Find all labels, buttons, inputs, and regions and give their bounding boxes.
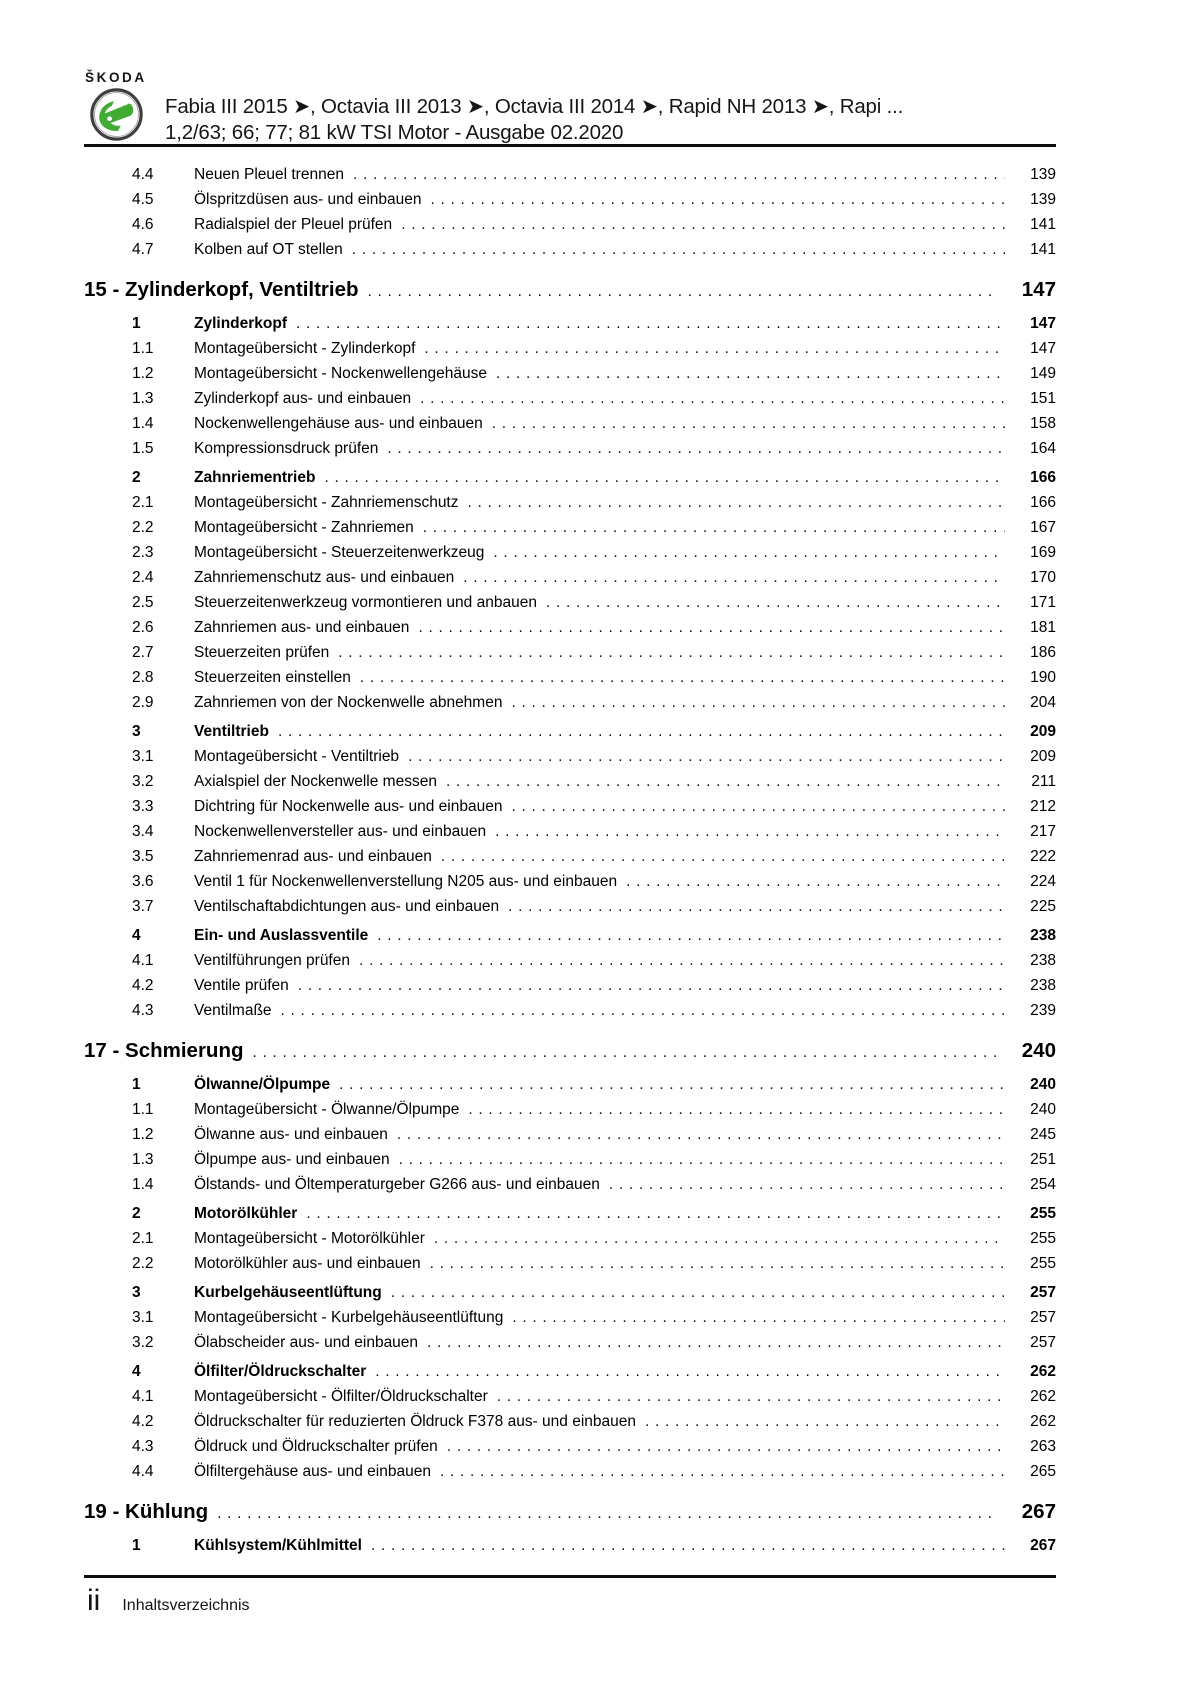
toc-entry-title: 17 - Schmierung xyxy=(84,1039,244,1062)
toc-entry xyxy=(84,386,1056,411)
toc-entry-page: 263 xyxy=(1030,1438,1056,1455)
toc-entry-number: 3.1 xyxy=(132,1309,154,1326)
toc-entry-page: 169 xyxy=(1030,544,1056,561)
toc-entry-number: 1 xyxy=(132,315,141,332)
toc-entry-page: 255 xyxy=(1030,1230,1056,1247)
toc-entry-title: Montageübersicht - Zahnriemen xyxy=(194,519,414,536)
toc-entry-page: 166 xyxy=(1030,494,1056,511)
toc-entry-title: Ölpumpe aus- und einbauen xyxy=(194,1151,390,1168)
toc-dot-leader xyxy=(352,237,1005,262)
toc-dot-leader xyxy=(463,565,1005,590)
toc-entry-title: Steuerzeiten einstellen xyxy=(194,669,351,686)
toc-entry xyxy=(84,640,1056,665)
toc-entry xyxy=(84,1434,1056,1459)
toc-dot-leader xyxy=(430,1251,1005,1276)
toc-entry-number: 4.1 xyxy=(132,952,154,969)
toc-entry-page: 257 xyxy=(1030,1284,1056,1301)
toc-entry xyxy=(84,490,1056,515)
toc-entry-number: 1 xyxy=(132,1076,141,1093)
toc-entry-page: 181 xyxy=(1030,619,1056,636)
toc-entry-number: 1.3 xyxy=(132,1151,154,1168)
toc-entry-title: Zahnriemenrad aus- und einbauen xyxy=(194,848,432,865)
toc-entry-number: 3.7 xyxy=(132,898,154,915)
toc-entry-page: 212 xyxy=(1030,798,1056,815)
toc-entry-page: 139 xyxy=(1030,166,1056,183)
toc-entry-number: 1.2 xyxy=(132,1126,154,1143)
toc-entry xyxy=(84,894,1056,919)
footer-section-label: Inhaltsverzeichnis xyxy=(122,1597,250,1614)
toc-entry-page: 240 xyxy=(1021,1039,1056,1062)
toc-entry-page: 239 xyxy=(1030,1002,1056,1019)
toc-entry-title: Montageübersicht - Motorölkühler xyxy=(194,1230,425,1247)
toc-entry xyxy=(84,187,1056,212)
toc-dot-leader xyxy=(447,1434,1005,1459)
toc-entry-number: 2.4 xyxy=(132,569,154,586)
toc-dot-leader xyxy=(440,1459,1005,1484)
toc-entry-page: 171 xyxy=(1030,594,1056,611)
toc-entry-number: 3.2 xyxy=(132,1334,154,1351)
toc-entry-title: Zahnriemenschutz aus- und einbauen xyxy=(194,569,455,586)
toc-dot-leader xyxy=(253,1037,1000,1068)
toc-entry-title: Radialspiel der Pleuel prüfen xyxy=(194,216,393,233)
toc-entry-page: 147 xyxy=(1021,278,1056,301)
toc-entry xyxy=(84,465,1056,490)
toc-entry-number: 4 xyxy=(132,1363,141,1380)
toc-dot-leader xyxy=(387,436,1005,461)
toc-entry xyxy=(84,311,1056,336)
toc-dot-leader xyxy=(511,794,1005,819)
toc-entry xyxy=(84,540,1056,565)
toc-dot-leader xyxy=(399,1147,1005,1172)
toc-entry-title: Montageübersicht - Ventiltrieb xyxy=(194,748,400,765)
toc-entry xyxy=(84,1201,1056,1226)
toc-entry-page: 251 xyxy=(1030,1151,1056,1168)
toc-entry-page: 262 xyxy=(1030,1413,1056,1430)
toc-dot-leader xyxy=(645,1409,1005,1434)
toc-entry-title: Zahnriementrieb xyxy=(194,469,316,486)
toc-dot-leader xyxy=(418,615,1005,640)
toc-entry-number: 1.4 xyxy=(132,415,154,432)
footer-divider xyxy=(84,1575,1056,1578)
toc-entry-title: Neuen Pleuel trennen xyxy=(194,166,344,183)
toc-entry-number: 2 xyxy=(132,1205,141,1222)
toc-dot-leader xyxy=(511,690,1005,715)
toc-entry xyxy=(84,1409,1056,1434)
toc-entry-page: 255 xyxy=(1030,1255,1056,1272)
toc-entry-page: 166 xyxy=(1030,469,1056,486)
toc-entry-title: Montageübersicht - Kurbelgehäuseentlüftung xyxy=(194,1309,504,1326)
toc-entry xyxy=(84,1097,1056,1122)
toc-entry-number: 1.1 xyxy=(132,340,154,357)
toc-dot-leader xyxy=(609,1172,1005,1197)
toc-entry-number: 4.7 xyxy=(132,241,154,258)
toc-dot-leader xyxy=(401,212,1005,237)
toc-entry-title: Ölfiltergehäuse aus- und einbauen xyxy=(194,1463,431,1480)
toc-entry-title: Montageübersicht - Steuerzeitenwerkzeug xyxy=(194,544,485,561)
toc-entry-page: 158 xyxy=(1030,415,1056,432)
toc-entry-title: Axialspiel der Nockenwelle messen xyxy=(194,773,437,790)
toc-dot-leader xyxy=(424,336,1005,361)
toc-entry-title: Ventiltrieb xyxy=(194,723,269,740)
page-number-roman: ii xyxy=(87,1584,101,1617)
toc-entry-title: Zahnriemen aus- und einbauen xyxy=(194,619,410,636)
toc-entry-page: 240 xyxy=(1030,1076,1056,1093)
toc-entry-number: 4.2 xyxy=(132,1413,154,1430)
toc-entry-number: 3 xyxy=(132,723,141,740)
toc-entry-page: 262 xyxy=(1030,1363,1056,1380)
table-of-contents xyxy=(84,162,1056,1558)
toc-entry-title: Nockenwellengehäuse aus- und einbauen xyxy=(194,415,483,432)
toc-entry-number: 1.5 xyxy=(132,440,154,457)
toc-entry-title: Montageübersicht - Ölwanne/Ölpumpe xyxy=(194,1101,460,1118)
toc-entry-number: 3.5 xyxy=(132,848,154,865)
toc-entry-number: 4.2 xyxy=(132,977,154,994)
toc-entry-number: 3.4 xyxy=(132,823,154,840)
toc-entry-page: 190 xyxy=(1030,669,1056,686)
toc-entry-number: 4.1 xyxy=(132,1388,154,1405)
toc-entry xyxy=(84,869,1056,894)
toc-entry-title: Ölwanne/Ölpumpe xyxy=(194,1076,331,1093)
toc-entry xyxy=(84,1330,1056,1355)
toc-dot-leader xyxy=(427,1330,1005,1355)
toc-entry xyxy=(84,411,1056,436)
toc-entry-page: 267 xyxy=(1030,1537,1056,1554)
toc-entry-title: Montageübersicht - Zahnriemenschutz xyxy=(194,494,459,511)
toc-entry xyxy=(84,1251,1056,1276)
toc-entry-title: Motorölkühler aus- und einbauen xyxy=(194,1255,421,1272)
skoda-logo-icon xyxy=(90,88,143,141)
toc-dot-leader xyxy=(408,744,1005,769)
page-footer xyxy=(87,1584,250,1618)
toc-entry-title: Ein- und Auslassventile xyxy=(194,927,369,944)
toc-entry xyxy=(84,212,1056,237)
toc-entry-number: 3.6 xyxy=(132,873,154,890)
toc-dot-leader xyxy=(278,719,1005,744)
toc-dot-leader xyxy=(324,465,1005,490)
toc-entry-page: 167 xyxy=(1030,519,1056,536)
toc-dot-leader xyxy=(430,187,1005,212)
toc-entry-number: 3.2 xyxy=(132,773,154,790)
toc-entry-title: Ventil 1 für Nockenwellenverstellung N205 aus- und einbauen xyxy=(194,873,618,890)
toc-entry-page: 170 xyxy=(1030,569,1056,586)
toc-entry-number: 3.1 xyxy=(132,748,154,765)
toc-dot-leader xyxy=(423,515,1005,540)
toc-entry-page: 238 xyxy=(1030,927,1056,944)
toc-entry-number: 2.6 xyxy=(132,619,154,636)
toc-entry-title: Motorölkühler xyxy=(194,1205,298,1222)
toc-entry-page: 209 xyxy=(1030,748,1056,765)
toc-entry-title: Ölwanne aus- und einbauen xyxy=(194,1126,388,1143)
toc-entry-title: Nockenwellenversteller aus- und einbauen xyxy=(194,823,487,840)
toc-entry-number: 4 xyxy=(132,927,141,944)
toc-entry xyxy=(84,162,1056,187)
toc-entry xyxy=(84,1172,1056,1197)
toc-dot-leader xyxy=(298,973,1005,998)
toc-entry xyxy=(84,361,1056,386)
toc-entry-page: 186 xyxy=(1030,644,1056,661)
toc-entry xyxy=(84,1459,1056,1484)
toc-entry-title: 15 - Zylinderkopf, Ventiltrieb xyxy=(84,278,359,301)
toc-entry-number: 1.1 xyxy=(132,1101,154,1118)
header-models-line: Fabia III 2015 ➤, Octavia III 2013 ➤, Octavia III 2014 ➤, Rapid NH 2013 ➤, Rapi ... xyxy=(165,95,904,118)
toc-dot-leader xyxy=(446,769,1005,794)
toc-entry xyxy=(84,923,1056,948)
toc-entry xyxy=(84,336,1056,361)
toc-entry-title: Zylinderkopf xyxy=(194,315,288,332)
toc-dot-leader xyxy=(441,844,1005,869)
toc-entry-number: 4.4 xyxy=(132,166,154,183)
toc-entry xyxy=(84,1122,1056,1147)
toc-dot-leader xyxy=(512,1305,1005,1330)
toc-entry-number: 1.4 xyxy=(132,1176,154,1193)
toc-entry-title: Kolben auf OT stellen xyxy=(194,241,343,258)
toc-entry xyxy=(84,1226,1056,1251)
toc-entry-title: Steuerzeiten prüfen xyxy=(194,644,330,661)
toc-entry-title: Ventilschaftabdichtungen aus- und einbauen xyxy=(194,898,500,915)
toc-entry xyxy=(84,690,1056,715)
toc-entry-title: 19 - Kühlung xyxy=(84,1500,209,1523)
toc-entry-number: 4.3 xyxy=(132,1002,154,1019)
toc-dot-leader xyxy=(496,361,1005,386)
toc-dot-leader xyxy=(281,998,1005,1023)
toc-entry-page: 164 xyxy=(1030,440,1056,457)
toc-dot-leader xyxy=(493,540,1005,565)
toc-entry xyxy=(84,515,1056,540)
header-titles xyxy=(165,94,903,145)
toc-entry-title: Ventilmaße xyxy=(194,1002,272,1019)
toc-entry-title: Ventilführungen prüfen xyxy=(194,952,350,969)
toc-entry-number: 2.9 xyxy=(132,694,154,711)
toc-entry xyxy=(84,615,1056,640)
toc-entry-page: 254 xyxy=(1030,1176,1056,1193)
toc-dot-leader xyxy=(217,1498,999,1529)
toc-dot-leader xyxy=(420,386,1005,411)
toc-entry xyxy=(84,274,1056,307)
toc-entry-page: 222 xyxy=(1030,848,1056,865)
toc-entry-title: Öldruck und Öldruckschalter prüfen xyxy=(194,1438,438,1455)
toc-entry-title: Dichtring für Nockenwelle aus- und einbauen xyxy=(194,798,503,815)
toc-dot-leader xyxy=(468,490,1006,515)
toc-dot-leader xyxy=(377,923,1005,948)
toc-entry xyxy=(84,769,1056,794)
toc-entry-page: 245 xyxy=(1030,1126,1056,1143)
toc-entry-title: Zylinderkopf aus- und einbauen xyxy=(194,390,412,407)
toc-dot-leader xyxy=(338,640,1005,665)
toc-entry xyxy=(84,1072,1056,1097)
toc-entry-page: 224 xyxy=(1030,873,1056,890)
toc-entry-title: Ölstands- und Öltemperaturgeber G266 aus- und einbauen xyxy=(194,1176,600,1193)
toc-dot-leader xyxy=(468,1097,1005,1122)
toc-entry-title: Montageübersicht - Ölfilter/Öldruckschalter xyxy=(194,1388,488,1405)
toc-entry-page: 265 xyxy=(1030,1463,1056,1480)
toc-entry-page: 257 xyxy=(1030,1334,1056,1351)
toc-entry-number: 2.1 xyxy=(132,1230,154,1247)
toc-entry-title: Ölabscheider aus- und einbauen xyxy=(194,1334,419,1351)
toc-entry xyxy=(84,1496,1056,1529)
toc-entry-title: Kühlsystem/Kühlmittel xyxy=(194,1537,362,1554)
toc-entry-number: 1.2 xyxy=(132,365,154,382)
toc-entry-number: 2.7 xyxy=(132,644,154,661)
toc-dot-leader xyxy=(546,590,1005,615)
toc-entry xyxy=(84,1280,1056,1305)
toc-entry xyxy=(84,1305,1056,1330)
toc-entry-number: 4.5 xyxy=(132,191,154,208)
toc-dot-leader xyxy=(359,948,1005,973)
toc-entry-number: 2.3 xyxy=(132,544,154,561)
toc-entry-title: Kompressionsdruck prüfen xyxy=(194,440,379,457)
toc-dot-leader xyxy=(375,1359,1005,1384)
toc-dot-leader xyxy=(492,411,1005,436)
toc-entry-title: Ölspritzdüsen aus- und einbauen xyxy=(194,191,422,208)
toc-entry xyxy=(84,436,1056,461)
toc-entry xyxy=(84,744,1056,769)
toc-entry xyxy=(84,665,1056,690)
header-engine-line: 1,2/63; 66; 77; 81 kW TSI Motor - Ausgabe 02.2020 xyxy=(165,120,624,144)
toc-entry-number: 2.1 xyxy=(132,494,154,511)
toc-entry-page: 225 xyxy=(1030,898,1056,915)
toc-entry-number: 2.2 xyxy=(132,1255,154,1272)
toc-dot-leader xyxy=(497,1384,1005,1409)
toc-dot-leader xyxy=(371,1533,1005,1558)
toc-dot-leader xyxy=(397,1122,1005,1147)
toc-entry xyxy=(84,1147,1056,1172)
toc-dot-leader xyxy=(360,665,1005,690)
toc-entry-page: 267 xyxy=(1021,1500,1056,1523)
toc-entry xyxy=(84,819,1056,844)
toc-dot-leader xyxy=(368,276,999,307)
toc-dot-leader xyxy=(306,1201,1005,1226)
toc-dot-leader xyxy=(626,869,1005,894)
toc-entry-title: Montageübersicht - Zylinderkopf xyxy=(194,340,416,357)
toc-entry-page: 262 xyxy=(1030,1388,1056,1405)
toc-dot-leader xyxy=(339,1072,1005,1097)
toc-entry-number: 2.8 xyxy=(132,669,154,686)
toc-entry-page: 211 xyxy=(1031,773,1056,790)
toc-entry-number: 1 xyxy=(132,1537,141,1554)
header-divider xyxy=(84,144,1056,147)
toc-dot-leader xyxy=(495,819,1005,844)
toc-entry-number: 2.2 xyxy=(132,519,154,536)
toc-entry xyxy=(84,998,1056,1023)
toc-entry-title: Zahnriemen von der Nockenwelle abnehmen xyxy=(194,694,503,711)
toc-entry xyxy=(84,948,1056,973)
toc-entry-number: 4.3 xyxy=(132,1438,154,1455)
toc-entry-page: 149 xyxy=(1030,365,1056,382)
toc-entry-page: 147 xyxy=(1030,315,1056,332)
toc-entry-number: 2 xyxy=(132,469,141,486)
toc-entry xyxy=(84,1384,1056,1409)
toc-entry-number: 1.3 xyxy=(132,390,154,407)
toc-entry-number: 4.4 xyxy=(132,1463,154,1480)
page-header xyxy=(0,0,1191,147)
toc-entry-title: Kurbelgehäuseentlüftung xyxy=(194,1284,382,1301)
toc-dot-leader xyxy=(508,894,1005,919)
toc-entry-page: 141 xyxy=(1030,216,1056,233)
toc-entry xyxy=(84,1359,1056,1384)
toc-entry-page: 238 xyxy=(1030,952,1056,969)
toc-entry-page: 238 xyxy=(1030,977,1056,994)
toc-entry-page: 139 xyxy=(1030,191,1056,208)
toc-dot-leader xyxy=(391,1280,1005,1305)
toc-entry-page: 257 xyxy=(1030,1309,1056,1326)
toc-entry-page: 147 xyxy=(1030,340,1056,357)
toc-entry-page: 204 xyxy=(1030,694,1056,711)
toc-entry-number: 3 xyxy=(132,1284,141,1301)
toc-dot-leader xyxy=(434,1226,1005,1251)
toc-entry xyxy=(84,237,1056,262)
toc-entry-number: 3.3 xyxy=(132,798,154,815)
toc-entry xyxy=(84,844,1056,869)
toc-entry-number: 4.6 xyxy=(132,216,154,233)
toc-entry-page: 141 xyxy=(1030,241,1056,258)
toc-entry-title: Öldruckschalter für reduzierten Öldruck F378 aus- und einbauen xyxy=(194,1413,636,1430)
toc-entry-title: Montageübersicht - Nockenwellengehäuse xyxy=(194,365,487,382)
toc-entry-title: Ventile prüfen xyxy=(194,977,289,994)
toc-entry xyxy=(84,1035,1056,1068)
toc-entry-page: 217 xyxy=(1030,823,1056,840)
toc-entry-page: 151 xyxy=(1030,390,1056,407)
toc-entry xyxy=(84,794,1056,819)
toc-entry-title: Ölfilter/Öldruckschalter xyxy=(194,1363,367,1380)
skoda-wordmark: ŠKODA xyxy=(85,70,147,85)
toc-entry xyxy=(84,590,1056,615)
toc-entry-page: 240 xyxy=(1030,1101,1056,1118)
toc-dot-leader xyxy=(296,311,1005,336)
toc-entry-page: 209 xyxy=(1030,723,1056,740)
toc-entry xyxy=(84,565,1056,590)
skoda-brand xyxy=(85,70,147,141)
toc-entry-number: 2.5 xyxy=(132,594,154,611)
toc-entry xyxy=(84,719,1056,744)
toc-entry-page: 255 xyxy=(1030,1205,1056,1222)
toc-entry xyxy=(84,1533,1056,1558)
toc-dot-leader xyxy=(353,162,1005,187)
toc-entry xyxy=(84,973,1056,998)
toc-entry-title: Steuerzeitenwerkzeug vormontieren und anbauen xyxy=(194,594,537,611)
